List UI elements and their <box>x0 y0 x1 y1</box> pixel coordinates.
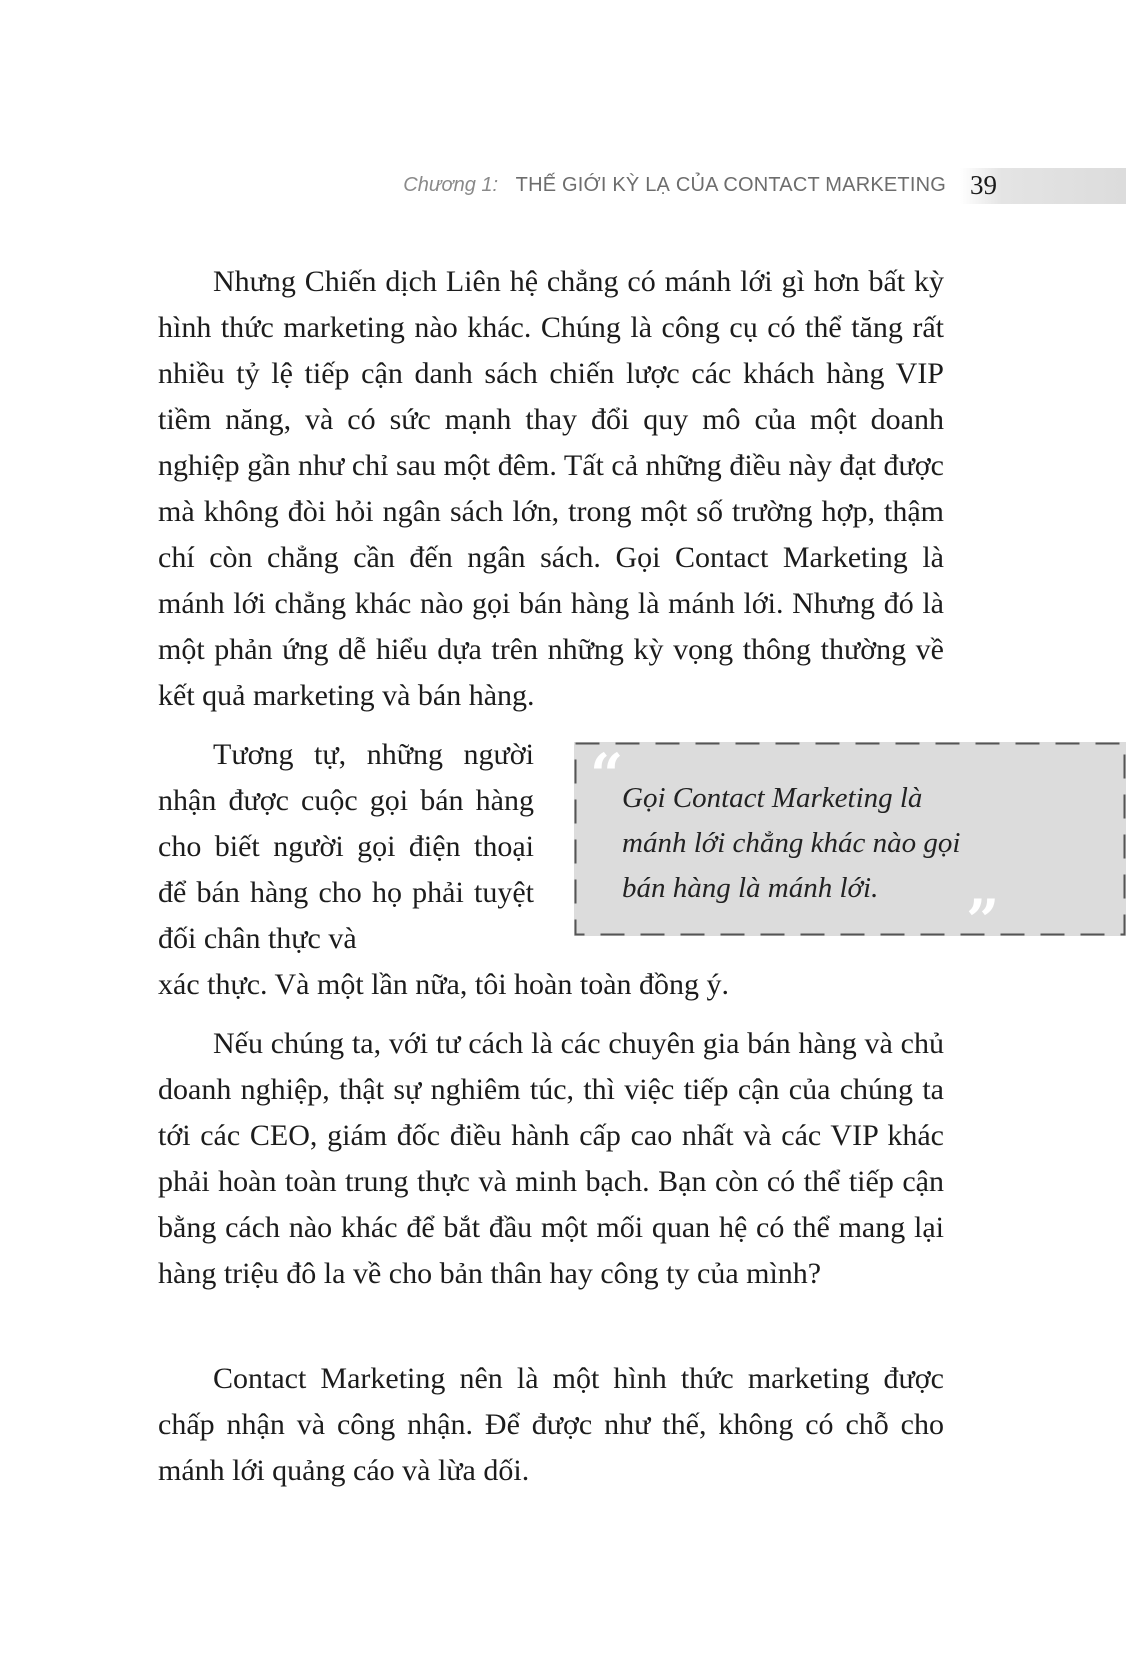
close-quote-icon: ” <box>966 887 1000 955</box>
pull-quote-text: Gọi Contact Marketing là mánh lới chẳng khác nào gọi bán hàng là mánh lới. <box>622 782 961 904</box>
header-chapter-title: THẾ GIỚI KỲ LẠ CỦA CONTACT MARKETING <box>515 174 946 196</box>
running-header <box>0 172 1126 206</box>
paragraph-4: Contact Marketing nên là một hình thức marketing được chấp nhận và công nhận. Để được như thế, không có chỗ cho mánh lới quảng cáo và lừa dối. <box>158 1362 944 1487</box>
paragraph-2-tail-text: xác thực. Và một lần nữa, tôi hoàn toàn đồng ý. <box>158 968 730 1001</box>
header-chapter-label: Chương 1: <box>403 174 499 196</box>
paragraph-1: Nhưng Chiến dịch Liên hệ chẳng có mánh lới gì hơn bất kỳ hình thức marketing nào khác. Chúng là công cụ có thể tăng rất nhiều tỷ lệ tiếp cận danh sách chiến lược các khách hàng VIP tiềm năng, và có sức mạnh thay đổi quy mô của một doanh nghiệp gần như chỉ sau một đêm. Tất cả những điều này đạt được mà không đòi hỏi ngân sách lớn, trong một số trường hợp, thậm chí còn chẳng cần đến ngân sách. Gọi Contact Marketing là mánh lới chẳng khác nào gọi bán hàng là mánh lới. Nhưng đó là một phản ứng dễ hiểu dựa trên những kỳ vọng thông thường về kết quả marketing và bán hàng. <box>158 265 944 712</box>
paragraph-3: Nếu chúng ta, với tư cách là các chuyên gia bán hàng và chủ doanh nghiệp, thật sự nghiêm túc, thì việc tiếp cận của chúng ta tới các CEO, giám đốc điều hành cấp cao nhất và các VIP khác phải hoàn toàn trung thực và minh bạch. Bạn còn có thể tiếp cận bằng cách nào khác để bắt đầu một mối quan hệ có thể mang lại hàng triệu đô la về cho bản thân hay công ty của mình? <box>158 1027 944 1290</box>
pull-quote-dashed-border <box>574 742 1126 936</box>
open-quote-icon: “ <box>590 741 624 809</box>
page-number-tab <box>960 168 1126 204</box>
paragraph-2-wrapped-text: Tương tự, những người nhận được cuộc gọi bán hàng cho biết người gọi điện thoại để bán hàng cho họ phải tuyệt đối chân thực và <box>158 738 534 955</box>
header-text <box>403 174 946 197</box>
page-number: 39 <box>970 170 997 200</box>
